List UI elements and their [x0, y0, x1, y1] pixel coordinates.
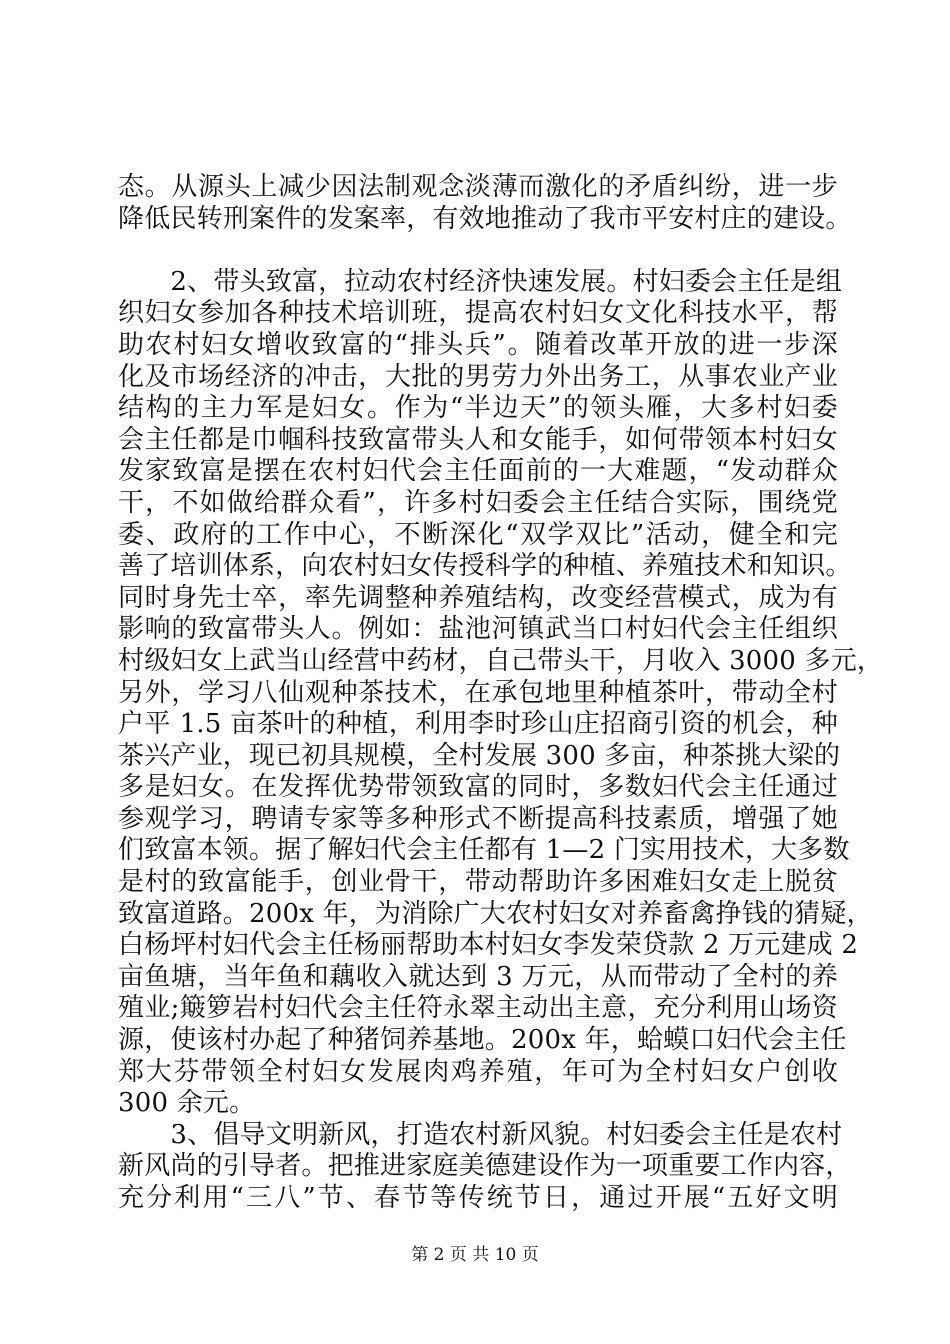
text-line: 户平 1.5 亩茶叶的种植，利用李时珍山庄招商引资的机会，种 — [118, 709, 838, 740]
text-line: 茶兴产业，现已初具规模，全村发展 300 多亩，种茶挑大梁的 — [118, 740, 841, 771]
text-line: 郑大芬带领全村妇女发展肉鸡养殖，年可为全村妇女户创收 — [118, 1056, 838, 1087]
text-line: 充分利用“三八”节、春节等传统节日，通过开展“五好文明 — [118, 1183, 838, 1213]
text-line: 降低民转刑案件的发案率，有效地推动了我市平安村庄的建设。 — [118, 203, 852, 234]
text-line: 结构的主力军是妇女。作为“半边天”的领头雁，大多村妇委 — [118, 393, 838, 424]
text-line: 村级妇女上武当山经营中药材，自己带头干，月收入 3000 多元， — [118, 645, 884, 676]
text-line: 织妇女参加各种技术培训班，提高农村妇女文化科技水平，帮 — [118, 298, 838, 329]
text-line: 们致富本领。据了解妇代会主任都有 1—2 门实用技术，大多数 — [118, 835, 850, 866]
text-line: 新风尚的引导者。把推进家庭美德建设作为一项重要工作内容， — [118, 1151, 852, 1182]
text-line: 致富道路。200x 年，为消除广大农村妇女对养畜禽挣钱的猜疑， — [118, 898, 873, 929]
text-line: 亩鱼塘，当年鱼和藕收入就达到 3 万元，从而带动了全村的养 — [118, 961, 838, 992]
text-line: 多是妇女。在发挥优势带领致富的同时，多数妇代会主任通过 — [118, 772, 838, 803]
text-line: 发家致富是摆在农村妇代会主任面前的一大难题，“发动群众 — [118, 456, 838, 487]
paragraph-gap — [118, 235, 838, 267]
text-line: 300 余元。 — [118, 1088, 256, 1119]
text-line: 是村的致富能手，创业骨干，带动帮助许多困难妇女走上脱贫 — [118, 867, 838, 898]
text-line: 助农村妇女增收致富的“排头兵”。随着改革开放的进一步深 — [118, 329, 838, 360]
text-line: 同时身先士卒，率先调整种养殖结构，改变经营模式，成为有 — [118, 582, 838, 613]
document-body — [118, 172, 884, 1215]
page-footer — [0, 1244, 950, 1266]
text-line: 化及市场经济的冲击，大批的男劳力外出务工，从事农业产业 — [118, 361, 838, 392]
text-line: 3、倡导文明新风，打造农村新风貌。村妇委会主任是农村 — [118, 1119, 843, 1150]
text-line: 态。从源头上减少因法制观念淡薄而激化的矛盾纠纷，进一步 — [118, 172, 838, 202]
text-line: 干，不如做给群众看”，许多村妇委会主任结合实际，围绕党 — [118, 487, 838, 518]
text-line: 源，使该村办起了种猪饲养基地。200x 年，蛤蟆口妇代会主任 — [118, 1025, 847, 1056]
page-number-label: 第 2 页 共 10 页 — [411, 1245, 539, 1265]
text-line: 殖业;簸箩岩村妇代会主任符永翠主动出主意，充分利用山场资 — [118, 993, 838, 1024]
text-line: 参观学习，聘请专家等多种形式不断提高科技素质，增强了她 — [118, 803, 838, 834]
text-line: 善了培训体系，向农村妇女传授科学的种植、养殖技术和知识。 — [118, 551, 852, 582]
text-line: 2、带头致富，拉动农村经济快速发展。村妇委会主任是组 — [118, 266, 843, 297]
text-line: 委、政府的工作中心，不断深化“双学双比”活动，健全和完 — [118, 519, 838, 550]
text-line: 白杨坪村妇代会主任杨丽帮助本村妇女李发荣贷款 2 万元建成 2 — [118, 930, 859, 961]
text-line: 影响的致富带头人。例如：盐池河镇武当口村妇代会主任组织 — [118, 614, 838, 645]
text-line: 会主任都是巾帼科技致富带头人和女能手，如何带领本村妇女 — [118, 424, 838, 455]
text-line: 另外，学习八仙观种茶技术，在承包地里种植茶叶，带动全村 — [118, 677, 838, 708]
